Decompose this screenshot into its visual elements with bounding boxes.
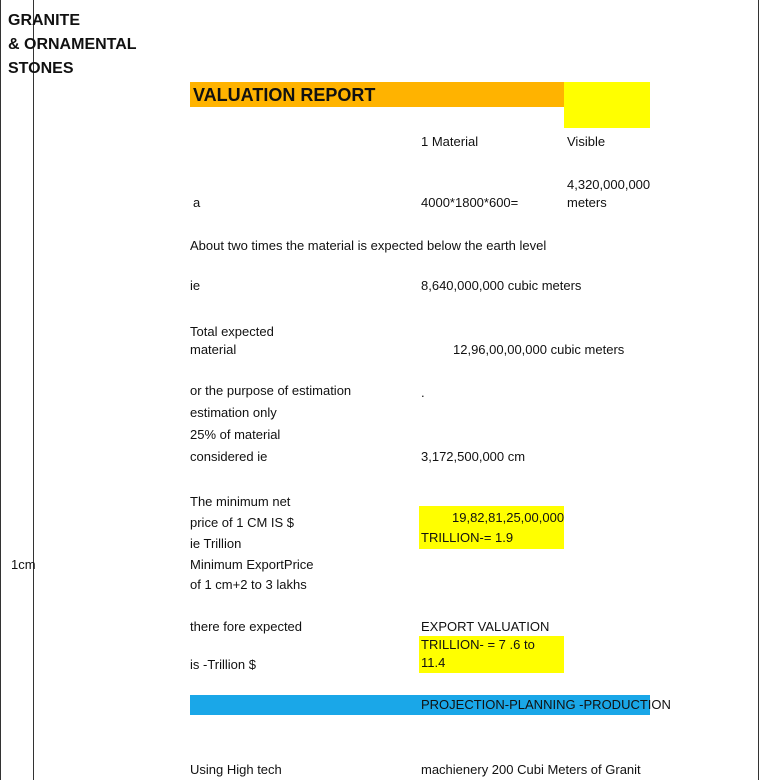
total-label-line2: material <box>190 342 237 357</box>
row-a-formula: 4000*1800*600= <box>421 195 519 210</box>
estimation-dot: . <box>421 385 425 400</box>
hightech-label: Using High tech <box>190 762 282 777</box>
right-border-line <box>758 0 759 780</box>
projection-bar-text: PROJECTION-PLANNING -PRODUCTION <box>421 697 671 712</box>
export-value-line2: 11.4 <box>421 655 446 670</box>
export-value-line1: TRILLION- = 7 .6 to <box>421 637 535 652</box>
total-label-line1: Total expected <box>190 324 274 339</box>
estimation-line4: considered ie <box>190 449 268 464</box>
ie-value: 8,640,000,000 cubic meters <box>421 278 582 293</box>
price-line3: ie Trillion <box>190 536 242 551</box>
total-value: 12,96,00,00,000 cubic meters <box>453 342 625 357</box>
price-trillion: TRILLION-= 1.9 <box>421 530 514 545</box>
price-line1: The minimum net <box>190 494 291 509</box>
below-earth-text: About two times the material is expected below the earth level <box>190 238 547 253</box>
left-border-line <box>0 0 1 780</box>
price-line4: Minimum ExportPrice <box>190 557 314 572</box>
ie-label: ie <box>190 278 201 293</box>
row-a-label: a <box>193 195 201 210</box>
price-line2: price of 1 CM IS $ <box>190 515 295 530</box>
report-title: VALUATION REPORT <box>193 85 376 105</box>
company-name-line2: & ORNAMENTAL <box>8 36 137 53</box>
title-highlight-cell <box>564 82 650 128</box>
machinery-text: machienery 200 Cubi Meters of Granit <box>421 762 641 777</box>
estimation-line2: estimation only <box>190 405 277 420</box>
price-value: 19,82,81,25,00,000 <box>452 510 565 525</box>
material-label: 1 Material <box>421 134 479 149</box>
estimation-value: 3,172,500,000 cm <box>421 449 526 464</box>
estimation-line3: 25% of material <box>190 427 281 442</box>
export-valuation-label: EXPORT VALUATION <box>421 619 550 634</box>
company-name-line1: GRANITE <box>8 12 80 29</box>
row-a-value: 4,320,000,000 <box>567 177 651 192</box>
price-line5: of 1 cm+2 to 3 lakhs <box>190 577 307 592</box>
visible-label: Visible <box>567 134 606 149</box>
side-label-1cm: 1cm <box>11 557 36 572</box>
company-name-line3: STONES <box>8 60 74 77</box>
row-a-unit: meters <box>567 195 607 210</box>
expected-label: there fore expected <box>190 619 303 634</box>
estimation-line1: or the purpose of estimation <box>190 383 352 398</box>
trillion-label: is -Trillion $ <box>190 657 256 672</box>
column-divider-line <box>33 0 34 780</box>
